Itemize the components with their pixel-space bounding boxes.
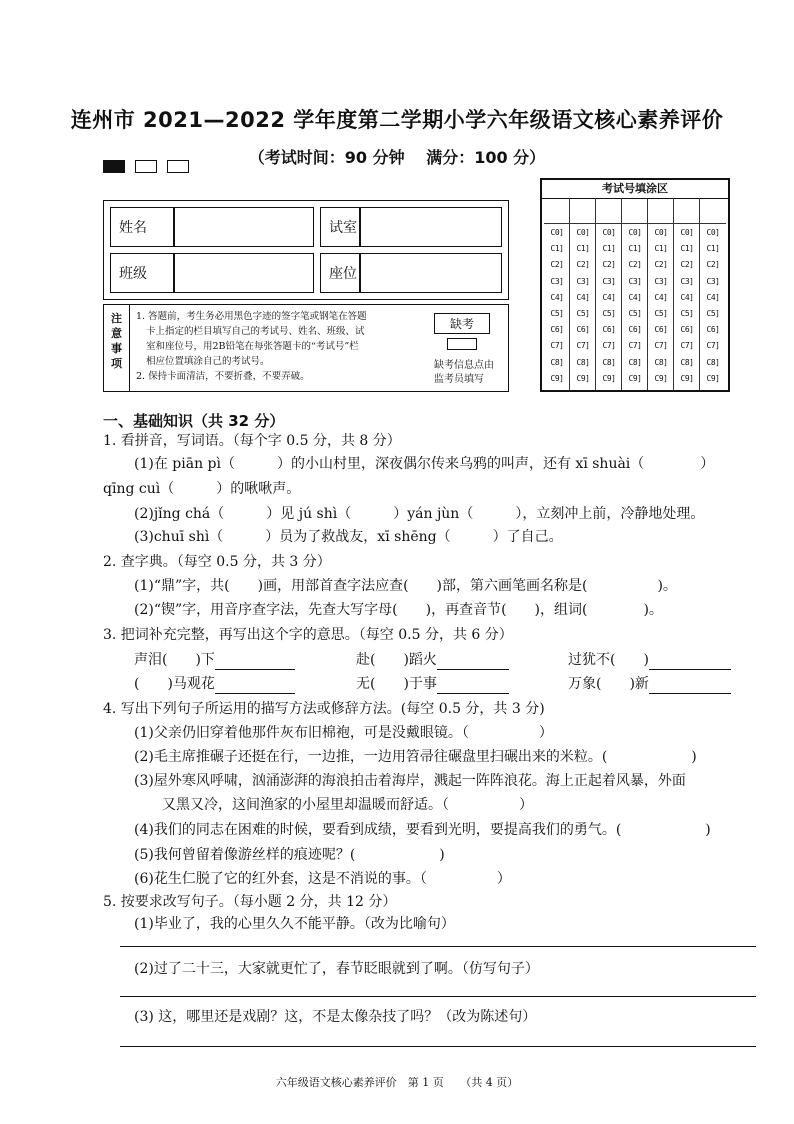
q4-line-3b: 又黑又冷，这间渔家的小屋里却温暖而舒适。（ ）	[162, 797, 533, 813]
q1-line-1: (1)在 piān pì（ ）的小山村里，深夜偶尔传来乌鸦的叫声，还有 xī shuài（ ）	[134, 456, 715, 472]
digit-bubble[interactable]: C6]	[602, 325, 616, 335]
seat-label: 座位	[320, 253, 360, 293]
digit-bubble[interactable]: C4]	[602, 292, 616, 302]
q4-line-1: (1)父亲仍旧穿着他那件灰布旧棉袍，可是没戴眼镜。（ ）	[134, 725, 553, 741]
digit-bubble[interactable]: C3]	[706, 276, 720, 286]
q1-line-4: (3)chuī shì（ ）员为了救战友，xī shēng（ ）了自己。	[134, 529, 563, 545]
exam-digit-column	[648, 198, 674, 390]
digit-bubble[interactable]: C8]	[654, 357, 668, 367]
notes-tag-char: 项	[111, 357, 122, 370]
q3-idiom	[356, 675, 509, 694]
digit-bubble[interactable]: C6]	[550, 325, 564, 335]
digit-bubble[interactable]: C8]	[602, 357, 616, 367]
question-1-stem: 1. 看拼音，写词语。（每个字 0.5 分，共 8 分）	[103, 433, 401, 449]
exam-grid-title: 考试号填涂区	[542, 180, 728, 199]
name-label: 姓名	[110, 207, 174, 247]
digit-bubble[interactable]: C5]	[602, 309, 616, 318]
digit-bubble[interactable]: C7]	[628, 341, 642, 351]
digit-bubble[interactable]: C8]	[680, 357, 694, 367]
idiom-answer[interactable]	[437, 675, 509, 694]
q3-idiom	[568, 651, 731, 670]
digit-bubble[interactable]: C0]	[576, 228, 590, 237]
exam-digit-box[interactable]	[622, 198, 648, 224]
digit-bubble[interactable]: C2]	[602, 260, 616, 270]
question-5-stem: 5. 按要求改写句子。（每小题 2 分，共 12 分）	[103, 894, 397, 910]
digit-bubble[interactable]: C8]	[706, 357, 720, 367]
digit-bubble[interactable]: C7]	[602, 341, 616, 351]
digit-bubble[interactable]: C3]	[602, 276, 616, 286]
idiom-text: 声泪( )下	[134, 652, 215, 668]
idiom-answer[interactable]	[649, 675, 731, 694]
digit-bubble[interactable]: C2]	[706, 260, 720, 270]
digit-bubble[interactable]: C6]	[628, 325, 642, 335]
exam-number-grid	[540, 178, 730, 392]
digit-bubble[interactable]: C7]	[576, 341, 590, 351]
absent-note-line: 缺考信息点由	[434, 360, 494, 371]
digit-bubble[interactable]: C1]	[680, 244, 694, 254]
exam-digit-box[interactable]	[700, 198, 726, 224]
q4-line-5: (5)我何曾留着像游丝样的痕迹呢？( )	[134, 847, 445, 863]
digit-bubble[interactable]: C2]	[680, 260, 694, 270]
digit-bubble[interactable]: C6]	[706, 325, 720, 335]
digit-bubble[interactable]: C5]	[680, 309, 694, 318]
digit-bubble[interactable]: C9]	[602, 373, 616, 383]
exam-digit-column	[596, 198, 622, 390]
idiom-text: 赴( )蹈火	[356, 652, 437, 668]
digit-bubble[interactable]: C2]	[550, 260, 564, 270]
q4-line-2: (2)毛主席推碾子还挺在行，一边推，一边用笤帚往碾盘里扫碾出来的米粒。( )	[134, 749, 697, 765]
idiom-answer[interactable]	[215, 675, 295, 694]
question-2-stem: 2. 查字典。（每空 0.5 分，共 3 分）	[103, 554, 331, 570]
page-footer: 六年级语文核心素养评价 第 1 页 （共 4 页）	[275, 1076, 519, 1089]
name-field[interactable]	[174, 207, 314, 247]
q4-line-6: (6)花生仁脱了它的红外套，这是不消说的事。（ ）	[134, 871, 511, 887]
absent-checkbox[interactable]	[447, 338, 477, 350]
class-field[interactable]	[174, 253, 314, 293]
q1-line-2: qīng cuì（ ）的啾啾声。	[103, 481, 301, 497]
digit-bubble[interactable]: C0]	[654, 228, 668, 237]
q4-line-4: (4)我们的同志在困难的时候，要看到成绩，要看到光明，要提高我们的勇气。( )	[134, 822, 711, 838]
digit-bubble[interactable]: C5]	[576, 309, 590, 318]
q1-line-3: (2)jǐng chá（ ）见 jú shì（ ）yán jùn（ ），立刻冲上前，冷静地处理。	[134, 506, 705, 522]
note-line: 2. 保持卡面清洁，不要折叠，不要弄破。	[136, 371, 310, 382]
absent-note-line: 监考员填写	[434, 374, 484, 385]
notes-tag-char: 意	[111, 327, 122, 340]
digit-bubble[interactable]: C4]	[576, 292, 590, 302]
digit-bubble[interactable]: C3]	[680, 276, 694, 286]
digit-bubble[interactable]: C9]	[654, 373, 668, 383]
digit-bubble[interactable]: C5]	[706, 309, 720, 318]
exam-digit-box[interactable]	[570, 198, 596, 224]
digit-bubble[interactable]: C3]	[654, 276, 668, 286]
digit-bubble[interactable]: C5]	[654, 309, 668, 318]
exam-digit-column	[570, 198, 596, 390]
digit-bubble[interactable]: C9]	[680, 373, 694, 383]
q5-line-1: (1)毕业了，我的心里久久不能平静。（改为比喻句）	[134, 916, 455, 932]
q5-line-2: (2)过了二十三，大家就更忙了，春节眨眼就到了啊。（仿写句子）	[134, 961, 539, 977]
absent-label: 缺考	[434, 313, 490, 334]
digit-bubble[interactable]: C4]	[628, 292, 642, 302]
notes-tag-char: 注	[111, 312, 122, 325]
seat-field[interactable]	[360, 253, 502, 293]
room-label: 试室	[320, 207, 360, 247]
exam-digit-box[interactable]	[596, 198, 622, 224]
digit-bubble[interactable]: C9]	[628, 373, 642, 383]
digit-bubble[interactable]: C0]	[550, 228, 564, 237]
digit-bubble[interactable]: C5]	[628, 309, 642, 318]
digit-bubble[interactable]: C8]	[550, 357, 564, 367]
digit-bubble[interactable]: C9]	[550, 373, 564, 383]
notes-box	[103, 304, 509, 392]
class-label: 班级	[110, 253, 174, 293]
digit-bubble[interactable]: C6]	[654, 325, 668, 335]
room-field[interactable]	[360, 207, 502, 247]
digit-bubble[interactable]: C2]	[628, 260, 642, 270]
note-line: 室和座位号，用2B铅笔在每张答题卡的“考试号”栏	[146, 341, 359, 352]
digit-bubble[interactable]: C9]	[576, 373, 590, 383]
idiom-text: 过犹不( )	[568, 652, 649, 668]
q2-line-2: (2)“锲”字，用音序查字法，先查大写字母( )，再查音节( )，组词( )。	[134, 602, 663, 618]
idiom-answer[interactable]	[649, 651, 731, 670]
digit-bubble[interactable]: C8]	[576, 357, 590, 367]
note-line: 卡上指定的栏目填写自己的考试号、姓名、班级、试	[146, 326, 365, 337]
digit-bubble[interactable]: C2]	[654, 260, 668, 270]
digit-bubble[interactable]: C0]	[628, 228, 642, 237]
digit-bubble[interactable]: C9]	[706, 373, 720, 383]
exam-digit-column	[700, 198, 726, 390]
idiom-text: 万象( )新	[568, 676, 649, 692]
digit-bubble[interactable]: C1]	[654, 244, 668, 254]
digit-bubble[interactable]: C6]	[680, 325, 694, 335]
exam-digit-box[interactable]	[544, 198, 570, 224]
student-info-table	[103, 200, 509, 300]
digit-bubble[interactable]: C7]	[680, 341, 694, 351]
absent-note	[434, 359, 508, 387]
digit-bubble[interactable]: C1]	[628, 244, 642, 254]
digit-bubble[interactable]: C1]	[550, 244, 564, 254]
digit-bubble[interactable]: C3]	[628, 276, 642, 286]
exam-digit-column	[622, 198, 648, 390]
notes-tag	[104, 305, 130, 391]
idiom-text: ( )马观花	[134, 676, 215, 692]
digit-bubble[interactable]: C1]	[576, 244, 590, 254]
q3-idiom	[134, 651, 295, 670]
digit-bubble[interactable]: C4]	[680, 292, 694, 302]
digit-bubble[interactable]: C6]	[576, 325, 590, 335]
exam-digit-box[interactable]	[674, 198, 700, 224]
note-line: 相应位置填涂自己的考试号。	[146, 356, 270, 367]
q2-line-1: (1)“鼎”字，共( )画，用部首查字法应查( )部，第六画笔画名称是( )。	[134, 578, 677, 594]
digit-bubble[interactable]: C0]	[706, 228, 720, 237]
q5-line-3: (3) 这，哪里还是戏剧？这，不是太像杂技了吗？（改为陈述句）	[134, 1009, 537, 1025]
digit-bubble[interactable]: C0]	[680, 228, 694, 237]
q4-line-3: (3)屋外寒风呼啸，汹涌澎湃的海浪拍击着海岸，溅起一阵阵浪花。海上正起着风暴，外面	[134, 773, 686, 789]
idiom-answer[interactable]	[215, 651, 295, 670]
digit-bubble[interactable]: C0]	[602, 228, 616, 237]
answer-line[interactable]	[120, 946, 756, 947]
q3-idiom	[568, 675, 731, 694]
note-line: 1. 答题前，考生务必用黑色字迹的签字笔或钢笔在答题	[136, 311, 367, 322]
digit-bubble[interactable]: C7]	[550, 341, 564, 351]
exam-digit-column	[544, 198, 570, 390]
q3-idiom	[356, 651, 509, 670]
digit-bubble[interactable]: C3]	[550, 276, 564, 286]
question-4-stem: 4. 写出下列句子所运用的描写方法或修辞方法。(每空 0.5 分，共 3 分)	[103, 701, 545, 717]
digit-bubble[interactable]: C5]	[550, 309, 564, 318]
section-heading: 一、基础知识（共 32 分）	[103, 412, 285, 430]
answer-line[interactable]	[120, 996, 756, 997]
idiom-text: 无( )于事	[356, 676, 437, 692]
digit-bubble[interactable]: C4]	[550, 292, 564, 302]
q3-idiom	[134, 675, 295, 694]
digit-bubble[interactable]: C7]	[654, 341, 668, 351]
digit-bubble[interactable]: C4]	[706, 292, 720, 302]
digit-bubble[interactable]: C1]	[706, 244, 720, 254]
page-title: 连州市 2021—2022 学年度第二学期小学六年级语文核心素养评价	[70, 108, 724, 132]
exam-duration: （考试时间：90 分钟 满分：100 分）	[248, 148, 546, 167]
digit-bubble[interactable]: C2]	[576, 260, 590, 270]
digit-bubble[interactable]: C4]	[654, 292, 668, 302]
digit-bubble[interactable]: C3]	[576, 276, 590, 286]
digit-bubble[interactable]: C7]	[706, 341, 720, 351]
answer-line[interactable]	[120, 1046, 756, 1047]
exam-digit-column	[674, 198, 700, 390]
absent-marker	[434, 313, 490, 350]
digit-bubble[interactable]: C8]	[628, 357, 642, 367]
digit-bubble[interactable]: C1]	[602, 244, 616, 254]
question-3-stem: 3. 把词补充完整，再写出这个字的意思。（每空 0.5 分，共 6 分）	[103, 627, 513, 643]
notes-tag-char: 事	[111, 342, 122, 355]
idiom-answer[interactable]	[437, 651, 509, 670]
notes-text	[136, 309, 426, 384]
exam-digit-box[interactable]	[648, 198, 674, 224]
